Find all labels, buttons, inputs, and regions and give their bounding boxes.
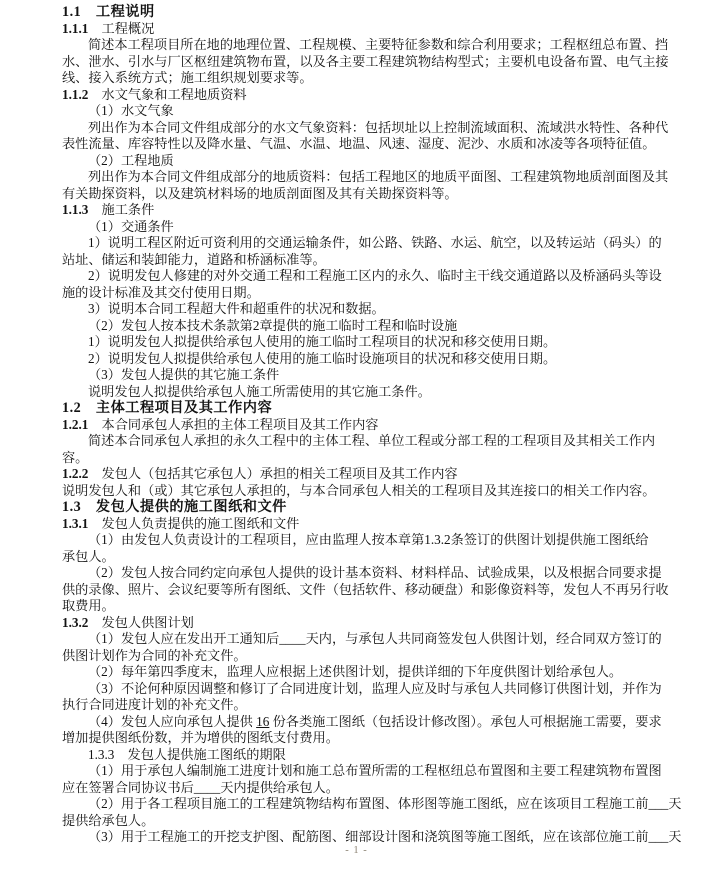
text-run: （1）交通条件 (88, 218, 174, 234)
text-run: （2）发包人按本技术条款第2章提供的施工临时工程和临时设施 (88, 317, 458, 333)
document-text-line (62, 70, 702, 87)
text-run: 1.1.1 (62, 20, 89, 36)
text-run: 16 (256, 713, 270, 729)
text-run: 1.2 主体工程项目及其工作内容 (62, 400, 273, 416)
text-run: 列出作为本合同文件组成部分的地质资料：包括工程地区的地质平面图、工程建筑物地质剖面图及其 (88, 169, 669, 184)
text-run: 列出作为本合同文件组成部分的水文气象资料：包括坝址以上控制流域面积、流域洪水特性、各种代 (88, 119, 669, 135)
document-text-line (62, 681, 702, 698)
heading-1-3-1 (62, 516, 702, 533)
document-text-line (62, 235, 702, 252)
document-text-line (62, 268, 702, 285)
text-run: （4）发包人应向承包人提供 (88, 713, 257, 729)
text-run: （3）不论何种原因调整和修订了合同进度计划，监理人应及时与承包人共同修订供图计划，并作为 (88, 680, 662, 696)
text-run: 供图计划作为合同的补充文件。 (62, 647, 247, 663)
heading-1-3-2 (62, 615, 702, 632)
document-text-line (62, 780, 702, 797)
text-run: 水文气象和工程地质资料 (88, 86, 247, 102)
heading-1-2 (62, 400, 702, 417)
heading-1-3-3 (62, 747, 702, 764)
heading-1-3 (62, 499, 702, 516)
text-run: 1.3 发包人提供的施工图纸和文件 (62, 499, 287, 515)
text-run: 2）说明发包人修建的对外交通工程和工程施工区内的永久、临时主干线交通道路以及桥涵码头等设 (88, 268, 662, 283)
text-run: 供的录像、照片、会议纪要等所有图纸、文件（包括软件、移动硬盘）和影像资料等，发包人不再另行收 (62, 581, 669, 597)
text-run: 施的设计标准及其交付使用日期。 (62, 284, 260, 300)
text-run: （3）用于工程施工的开挖支护图、配筋图、细部设计图和浇筑图等施工图纸，应在该部位施工前___天 (88, 829, 682, 844)
text-run: 取费用。 (62, 598, 115, 613)
text-run: 容。 (62, 449, 89, 465)
text-run: （2）用于各工程项目施工的工程建筑物结构布置图、体形图等施工图纸，应在该项目工程施工前___天 (88, 796, 682, 811)
text-run: 1.1.3 (62, 202, 89, 217)
document-text-line (62, 829, 702, 846)
document-text-line (62, 664, 702, 681)
document-text-line (62, 549, 702, 566)
text-run: 1.2.1 (62, 416, 89, 432)
document-text-line (62, 483, 702, 500)
text-run: 2）说明发包人拟提供给承包人使用的施工临时设施项目的状况和移交使用日期。 (88, 350, 557, 366)
heading-1-1-1 (62, 21, 702, 38)
text-run: 工程概况 (88, 20, 155, 36)
document-text-line (62, 532, 702, 549)
text-run: （3）发包人提供的其它施工条件 (88, 367, 280, 382)
text-run: 有关勘探资料，以及建筑材料场的地质剖面图及其有关勘探资料等。 (62, 185, 458, 201)
document-text-line (62, 648, 702, 665)
document-text-line (62, 433, 702, 450)
document-text-line (62, 796, 702, 813)
text-run: 提供给承包人。 (62, 812, 155, 828)
document-text-line (62, 763, 702, 780)
document-text-line (62, 169, 702, 186)
text-run: 说明发包人和（或）其它承包人承担的，与本合同承包人相关的工程项目及其连接口的相关工作内容。 (62, 482, 656, 498)
document-text-line (62, 219, 702, 236)
document-text-line (62, 301, 702, 318)
heading-1-1-3 (62, 202, 702, 219)
text-run: 水、泄水、引水与厂区枢纽建筑物布置，以及各主要工程建筑物结构型式；主要机电设备布置、电气主接 (62, 53, 669, 69)
document-text-line (62, 120, 702, 137)
document-text-line (62, 565, 702, 582)
text-run: 本合同承包人承担的主体工程项目及其工作内容 (88, 416, 379, 432)
document-text-line (62, 813, 702, 830)
text-run: （2）发包人按合同约定向承包人提供的设计基本资料、材料样品、试验成果，以及根据合同要求提 (88, 565, 662, 580)
text-run: 发包人供图计划 (88, 614, 194, 630)
document-body (62, 4, 702, 846)
document-text-line (62, 136, 702, 153)
document-text-line (62, 367, 702, 384)
document-text-line (62, 631, 702, 648)
document-text-line (62, 252, 702, 269)
document-text-line (62, 153, 702, 170)
text-run: 线、接入系统方式；施工组织规划要求等。 (62, 70, 313, 85)
text-run: 1.1.2 (62, 86, 89, 102)
text-run: 3）说明本合同工程超大件和超重件的状况和数据。 (88, 301, 385, 316)
document-text-line (62, 334, 702, 351)
text-run: （1）用于承包人编制施工进度计划和施工总布置所需的工程枢纽总布置图和主要工程建筑物布置图 (88, 763, 662, 778)
heading-1-1 (62, 4, 702, 21)
text-run: 执行合同进度计划的补充文件。 (62, 697, 247, 712)
document-text-line (62, 103, 702, 120)
text-run: 施工条件 (88, 202, 155, 217)
text-run: 发包人负责提供的施工图纸和文件 (88, 515, 300, 531)
document-text-line (62, 37, 702, 54)
document-text-line (62, 186, 702, 203)
text-run: 1.3.1 (62, 515, 89, 531)
document-text-line (62, 351, 702, 368)
text-run: 1.2.2 (62, 466, 89, 481)
text-run: （1）由发包人负责设计的工程项目，应由监理人按本章第1.3.2条签订的供图计划提供施工图纸给 (88, 532, 649, 547)
text-run: 增加提供图纸份数，并为增供的图纸支付费用。 (62, 730, 339, 745)
text-run: 1.3.3 发包人提供施工图纸的期限 (88, 746, 286, 762)
text-run: 1）说明工程区附近可资利用的交通运输条件，如公路、铁路、水运、航空，以及转运站（码头）的 (88, 235, 662, 250)
heading-1-2-1 (62, 417, 702, 434)
heading-1-2-2 (62, 466, 702, 483)
heading-1-1-2 (62, 87, 702, 104)
text-run: （2）每年第四季度末，监理人应根据上述供图计划，提供详细的下年度供图计划给承包人。 (88, 664, 623, 679)
document-text-line (62, 582, 702, 599)
document-text-line (62, 598, 702, 615)
text-run: 表性流量、库容特性以及降水量、气温、水温、地温、风速、湿度、泥沙、水质和冰凌等各项特征值。 (62, 136, 656, 151)
text-run: 份各类施工图纸（包括设计修改图）。承包人可根据施工需要，要求 (269, 713, 662, 729)
document-text-line (62, 730, 702, 747)
document-text-line (62, 285, 702, 302)
document-text-line (62, 384, 702, 401)
text-run: 1.3.2 (62, 614, 89, 630)
document-text-line (62, 318, 702, 335)
document-text-line (62, 697, 702, 714)
document-text-line (62, 54, 702, 71)
text-run: 1.1 工程说明 (62, 4, 155, 20)
text-run: 说明发包人拟提供给承包人施工所需使用的其它施工条件。 (88, 383, 431, 399)
text-run: （1）发包人应在发出开工通知后____天内，与承包人共同商签发包人供图计划，经合同双方签订的 (88, 631, 662, 646)
text-run: 应在签署合同协议书后____天内提供给承包人。 (62, 779, 339, 795)
page-number: - 1 - (345, 845, 368, 856)
text-run: 1）说明发包人拟提供给承包人使用的施工临时工程项目的状况和移交使用日期。 (88, 334, 557, 349)
text-run: 简述本工程项目所在地的地理位置、工程规模、主要特征参数和综合利用要求；工程枢纽总布置、挡 (88, 37, 669, 52)
text-run: （1）水文气象 (88, 103, 174, 118)
text-run: 承包人。 (62, 548, 115, 564)
text-run: 简述本合同承包人承担的永久工程中的主体工程、单位工程或分部工程的工程项目及其相关工作内 (88, 433, 656, 448)
document-text-line (62, 714, 702, 731)
document-text-line (62, 450, 702, 467)
text-run: 发包人（包括其它承包人）承担的相关工程项目及其工作内容 (88, 466, 458, 481)
text-run: （2）工程地质 (88, 152, 174, 168)
text-run: 站址、储运和装卸能力，道路和桥涵标准等。 (62, 251, 326, 267)
